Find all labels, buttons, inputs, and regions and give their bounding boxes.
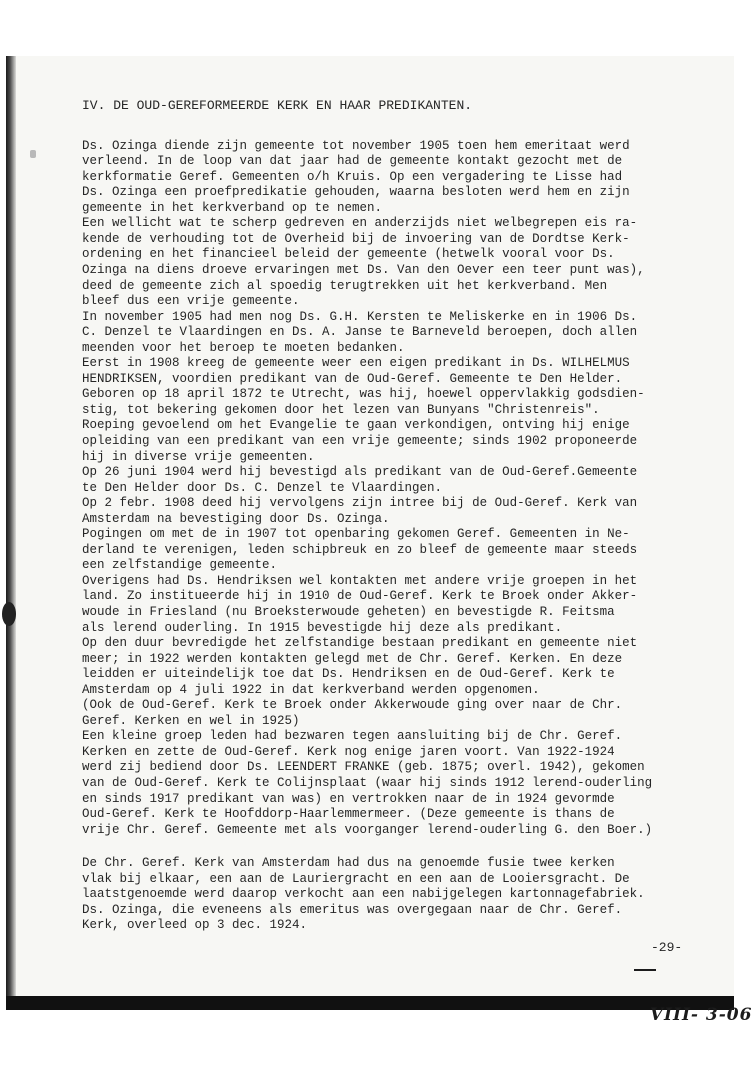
text-line: Ds. Ozinga een proefpredikatie gehouden, waarna besloten werd hem en zijn — [82, 185, 630, 200]
text-line: Op 2 febr. 1908 deed hij vervolgens zijn intree bij de Oud-Geref. Kerk van — [82, 496, 638, 511]
text-line: opleiding van een predikant van een vrije gemeente; sinds 1902 proponeerde — [82, 433, 638, 448]
text-line: C. Denzel te Vlaardingen en Ds. A. Janse te Barneveld beroepen, doch allen — [82, 325, 638, 340]
text-line: In november 1905 had men nog Ds. G.H. Kersten te Meliskerke en in 1906 Ds. — [82, 309, 638, 324]
text-line: deed de gemeente zich al spoedig terugtrekken uit het kerkverband. Men — [82, 278, 608, 293]
text-line: een zelfstandige gemeente. — [82, 558, 278, 573]
text-line: kerkformatie Geref. Gemeenten o/h Kruis. Op een vergadering te Lisse had — [82, 169, 623, 184]
text-line: van de Oud-Geref. Kerk te Colijnsplaat (waar hij sinds 1912 lerend-ouderling — [82, 776, 653, 791]
chapter-heading: IV. DE OUD-GEREFORMEERDE KERK EN HAAR PREDIKANTEN. — [82, 98, 473, 113]
text-line: Op den duur bevredigde het zelfstandige bestaan predikant en gemeente niet — [82, 636, 638, 651]
text-line: gemeente in het kerkverband op te nemen. — [82, 200, 383, 215]
text-line: Ds. Ozinga diende zijn gemeente tot november 1905 toen hem emeritaat werd — [82, 138, 630, 153]
text-line: Oud-Geref. Kerk te Hoofddorp-Haarlemmermeer. (Deze gemeente is thans de — [82, 807, 615, 822]
text-line: hij in diverse vrije gemeenten. — [82, 449, 315, 464]
handwritten-annotation — [636, 965, 752, 1025]
text-line: HENDRIKSEN, voordien predikant van de Oud-Geref. Gemeente te Den Helder. — [82, 371, 623, 386]
page-binding-shadow — [6, 56, 16, 1010]
text-line: land. Zo institueerde hij in 1910 de Oud-Geref. Kerk te Broek onder Akker- — [82, 589, 638, 604]
text-line: verleend. In de loop van dat jaar had de gemeente kontakt gezocht met de — [82, 154, 623, 169]
text-line: ordening en het financieel beleid der gemeente (hetwelk vooral voor Ds. — [82, 247, 615, 262]
text-line: (Ook de Oud-Geref. Kerk te Broek onder Akkerwoude ging over naar de Chr. — [82, 698, 623, 713]
text-line: Pogingen om met de in 1907 tot openbaring gekomen Geref. Gemeenten in Ne- — [82, 527, 630, 542]
text-line: Amsterdam na bevestiging door Ds. Ozinga. — [82, 511, 390, 526]
text-line: meer; in 1922 werden kontakten gelegd met de Chr. Geref. Kerken. En deze — [82, 651, 623, 666]
text-line: vlak bij elkaar, een aan de Lauriergracht en een aan de Looiersgracht. De — [82, 871, 630, 886]
paragraph-closing — [82, 856, 702, 934]
annotation-underline — [634, 969, 656, 971]
page-number: -29- — [651, 940, 683, 955]
text-line: Overigens had Ds. Hendriksen wel kontakten met andere vrije groepen in het — [82, 573, 638, 588]
text-line: Amsterdam op 4 juli 1922 in dat kerkverband werden opgenomen. — [82, 682, 540, 697]
text-line: Kerken en zette de Oud-Geref. Kerk nog enige jaren voort. Van 1922-1924 — [82, 744, 615, 759]
text-line: bleef dus een vrije gemeente. — [82, 294, 300, 309]
text-line: woude in Friesland (nu Broeksterwoude geheten) en bevestigde R. Feitsma — [82, 605, 615, 619]
text-line: Kerk, overleed op 3 dec. 1924. — [82, 918, 308, 933]
document-body — [82, 98, 702, 934]
text-line: werd zij bediend door Ds. LEENDERT FRANKE (geb. 1875; overl. 1942), gekomen — [82, 760, 645, 775]
page-bottom-edge — [6, 996, 734, 1010]
text-line: vrije Chr. Geref. Gemeente met als voorganger lerend-ouderling G. den Boer.) — [82, 822, 653, 837]
text-line: Ozinga na diens droeve ervaringen met Ds. Van den Oever een teer punt was), — [82, 262, 645, 277]
text-line: kende de verhouding tot de Overheid bij de invoering van de Dordtse Kerk- — [82, 231, 630, 246]
text-line: Eerst in 1908 kreeg de gemeente weer een eigen predikant in Ds. WILHELMUS — [82, 356, 630, 371]
text-line: Een wellicht wat te scherp gedreven en anderzijds niet welbegrepen eis ra- — [82, 216, 638, 231]
text-line: Geref. Kerken en wel in 1925) — [82, 713, 300, 728]
margin-mark — [30, 150, 36, 158]
annotation-text: VIII- 3-06 — [649, 1005, 752, 1025]
text-line: te Den Helder door Ds. C. Denzel te Vlaardingen. — [82, 480, 443, 495]
text-line: Geboren op 18 april 1872 te Utrecht, was hij, hoewel oppervlakkig godsdien- — [82, 387, 645, 402]
text-line: meenden voor het beroep te moeten bedanken. — [82, 340, 405, 355]
paragraph-main — [82, 139, 702, 839]
text-line: Roeping gevoelend om het Evangelie te gaan verkondigen, ontving hij enige — [82, 418, 630, 433]
text-line: en sinds 1917 predikant van was) en vertrokken naar de in 1924 gevormde — [82, 791, 615, 806]
text-line: als lerend ouderling. In 1915 bevestigde hij deze als predikant. — [82, 620, 563, 635]
text-line: derland te verenigen, leden schipbreuk en zo bleef de gemeente maar steeds — [82, 542, 638, 557]
text-line: Een kleine groep leden had bezwaren tegen aansluiting bij de Chr. Geref. — [82, 729, 623, 744]
text-line: De Chr. Geref. Kerk van Amsterdam had dus na genoemde fusie twee kerken — [82, 856, 615, 871]
text-line: Op 26 juni 1904 werd hij bevestigd als predikant van de Oud-Geref.Gemeente — [82, 465, 638, 480]
text-line: leidden er uiteindelijk toe dat Ds. Hendriksen en de Oud-Geref. Kerk te — [82, 667, 615, 682]
text-line: laatstgenoemde werd daarop verkocht aan een nabijgelegen kartonnagefabriek. — [82, 887, 645, 902]
text-line: stig, tot bekering gekomen door het lezen van Bunyans "Christenreis". — [82, 402, 600, 417]
binder-hole — [2, 602, 16, 626]
text-line: Ds. Ozinga, die eveneens als emeritus was overgegaan naar de Chr. Geref. — [82, 902, 623, 917]
